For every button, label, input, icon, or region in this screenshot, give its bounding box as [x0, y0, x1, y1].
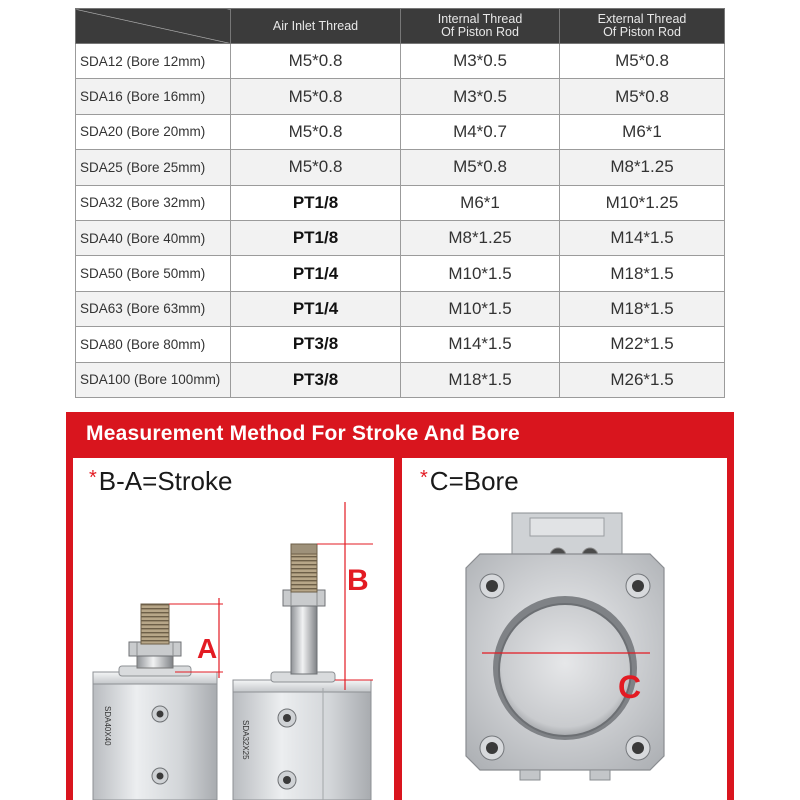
- bore-formula-label: *C=Bore: [420, 466, 519, 496]
- table-row: [76, 220, 725, 255]
- cell-external-thread: M5*0.8: [560, 44, 725, 79]
- cell-internal-thread: M8*1.25: [401, 220, 560, 255]
- cell-air-inlet: PT3/8: [231, 327, 401, 362]
- table-row: [76, 114, 725, 149]
- cell-external-thread: M8*1.25: [560, 150, 725, 185]
- cell-external-thread: M26*1.5: [560, 362, 725, 397]
- table-row: [76, 256, 725, 291]
- cell-air-inlet: PT1/8: [231, 220, 401, 255]
- cell-air-inlet: M5*0.8: [231, 79, 401, 114]
- cell-internal-thread: M14*1.5: [401, 327, 560, 362]
- cell-model: SDA50 (Bore 50mm): [76, 256, 231, 291]
- table-row: [76, 44, 725, 79]
- measurement-section: [66, 412, 734, 800]
- cell-external-thread: M18*1.5: [560, 256, 725, 291]
- cell-air-inlet: PT1/8: [231, 185, 401, 220]
- cell-model: SDA40 (Bore 40mm): [76, 220, 231, 255]
- cell-model: SDA25 (Bore 25mm): [76, 150, 231, 185]
- header-corner-cell: [76, 9, 231, 44]
- cell-air-inlet: PT1/4: [231, 291, 401, 326]
- stroke-illustration: [73, 458, 394, 800]
- cell-internal-thread: M10*1.5: [401, 291, 560, 326]
- cell-internal-thread: M6*1: [401, 185, 560, 220]
- table-row: [76, 327, 725, 362]
- cell-model: SDA16 (Bore 16mm): [76, 79, 231, 114]
- dimension-a-label: A: [197, 633, 218, 664]
- cell-air-inlet: M5*0.8: [231, 150, 401, 185]
- cell-internal-thread: M10*1.5: [401, 256, 560, 291]
- cell-air-inlet: M5*0.8: [231, 114, 401, 149]
- cylinder-front-view: [466, 513, 664, 780]
- cell-external-thread: M10*1.25: [560, 185, 725, 220]
- cell-internal-thread: M3*0.5: [401, 79, 560, 114]
- dimension-c-label: C: [618, 669, 642, 705]
- table-row: [76, 185, 725, 220]
- cell-model: SDA20 (Bore 20mm): [76, 114, 231, 149]
- bore-illustration: [402, 458, 727, 800]
- cell-air-inlet: M5*0.8: [231, 44, 401, 79]
- table-row: [76, 79, 725, 114]
- header-air-inlet: Air Inlet Thread: [231, 9, 401, 44]
- cell-internal-thread: M4*0.7: [401, 114, 560, 149]
- table-row: [76, 362, 725, 397]
- cell-internal-thread: M5*0.8: [401, 150, 560, 185]
- table-row: [76, 150, 725, 185]
- cell-internal-thread: M18*1.5: [401, 362, 560, 397]
- bore-panel: [402, 458, 727, 800]
- thread-spec-table: [75, 8, 725, 398]
- cell-internal-thread: M3*0.5: [401, 44, 560, 79]
- cell-model: SDA12 (Bore 12mm): [76, 44, 231, 79]
- header-internal-thread: Internal Thread Of Piston Rod: [401, 9, 560, 44]
- cell-external-thread: M14*1.5: [560, 220, 725, 255]
- cell-external-thread: M5*0.8: [560, 79, 725, 114]
- cell-air-inlet: PT3/8: [231, 362, 401, 397]
- cell-model: SDA63 (Bore 63mm): [76, 291, 231, 326]
- cell-model: SDA100 (Bore 100mm): [76, 362, 231, 397]
- cylinder2-marking: SDA32X25: [241, 720, 250, 760]
- dimension-b-label: B: [347, 564, 369, 597]
- table-row: [76, 291, 725, 326]
- cell-external-thread: M22*1.5: [560, 327, 725, 362]
- cell-external-thread: M18*1.5: [560, 291, 725, 326]
- cell-model: SDA80 (Bore 80mm): [76, 327, 231, 362]
- cylinder1-marking: SDA40X40: [103, 706, 112, 746]
- table-header-row: [76, 9, 725, 44]
- header-external-thread: External Thread Of Piston Rod: [560, 9, 725, 44]
- stroke-panel: [73, 458, 394, 800]
- stroke-formula-label: *B-A=Stroke: [89, 466, 233, 496]
- cell-model: SDA32 (Bore 32mm): [76, 185, 231, 220]
- cell-air-inlet: PT1/4: [231, 256, 401, 291]
- cell-external-thread: M6*1: [560, 114, 725, 149]
- measurement-title: Measurement Method For Stroke And Bore: [86, 422, 520, 445]
